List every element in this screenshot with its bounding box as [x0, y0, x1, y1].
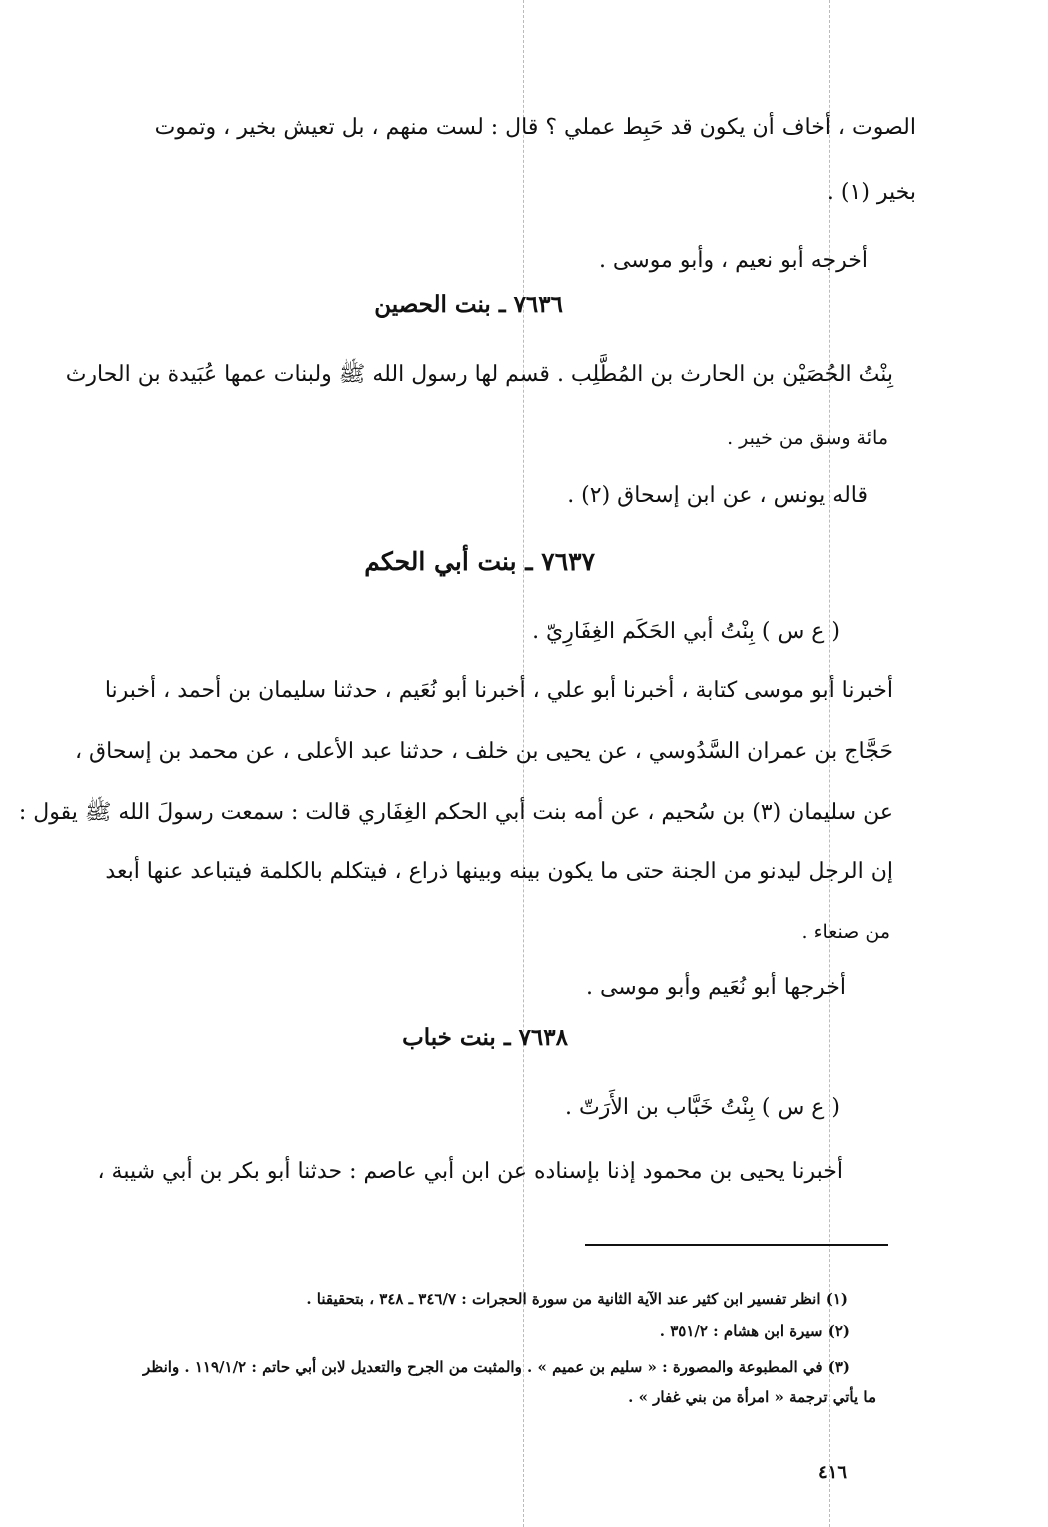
footnote: (٢) سيرة ابن هشام : ٣٥١/٢ . — [659, 1322, 850, 1340]
text-line: ( ع س ) بِنْتُ أبي الحَكَم الغِفَارِيّ . — [532, 619, 840, 644]
text-line: ( ع س ) بِنْتُ خَبَّاب بن الأَرَتّ . — [565, 1095, 840, 1120]
page-number: ٤١٦ — [818, 1462, 848, 1483]
text-line: أخبرنا أبو موسى كتابة ، أخبرنا أبو علي ، أخبرنا أبو نُعَيم ، حدثنا سليمان بن أحمد ، أخبرنا — [104, 678, 893, 703]
entry-heading-7636: ٧٦٣٦ ـ بنت الحصين — [374, 291, 563, 318]
text-line: بِنْتُ الحُصَيْن بن الحارث بن المُطَّلِب . قسم لها رسول الله ﷺ ولبنات عمها عُبَيدة بن الحارث — [65, 362, 893, 387]
text-line: الصوت ، أخاف أن يكون قد حَبِط عملي ؟ قال : لست منهم ، بل تعيش بخير ، وتموت — [154, 115, 916, 140]
footnote: (١) انظر تفسير ابن كثير عند الآية الثانية من سورة الحجرات : ٣٤٦/٧ ـ ٣٤٨ ، بتحقيقنا . — [306, 1290, 848, 1308]
footnote: ما يأتي ترجمة « امرأة من بني غفار » . — [628, 1388, 876, 1406]
text-line: أخرجها أبو نُعَيم وأبو موسى . — [585, 975, 846, 1000]
text-line: من صنعاء . — [801, 921, 890, 943]
footnote-separator — [585, 1244, 888, 1246]
text-line: أخبرنا يحيى بن محمود إذنا بإسناده عن ابن أبي عاصم : حدثنا أبو بكر بن أبي شيبة ، — [97, 1159, 843, 1184]
text-line: قاله يونس ، عن ابن إسحاق (٢) . — [567, 483, 868, 508]
footnote: (٣) في المطبوعة والمصورة : « سليم بن عميم » . والمثبت من الجرح والتعديل لابن أبي حاتم : ١١٩/١/٢ . وانظر — [143, 1358, 850, 1376]
text-line: مائة وسق من خيبر . — [727, 427, 888, 449]
entry-heading-7638: ٧٦٣٨ ـ بنت خباب — [402, 1024, 568, 1051]
text-line: حَجَّاج بن عمران السَّدُوسي ، عن يحيى بن خلف ، حدثنا عبد الأعلى ، عن محمد بن إسحاق ، — [74, 739, 893, 764]
entry-heading-7637: ٧٦٣٧ ـ بنت أبي الحكم — [364, 547, 595, 576]
text-line: بخير (١) . — [826, 180, 916, 205]
text-line: أخرجه أبو نعيم ، وأبو موسى . — [598, 248, 868, 273]
text-line: عن سليمان (٣) بن سُحيم ، عن أمه بنت أبي الحكم الغِفَاري قالت : سمعت رسولَ الله ﷺ يقول : — [18, 800, 893, 825]
text-line: إن الرجل ليدنو من الجنة حتى ما يكون بينه وبينها ذراع ، فيتكلم بالكلمة فيتباعد عنها أبعد — [105, 859, 893, 884]
